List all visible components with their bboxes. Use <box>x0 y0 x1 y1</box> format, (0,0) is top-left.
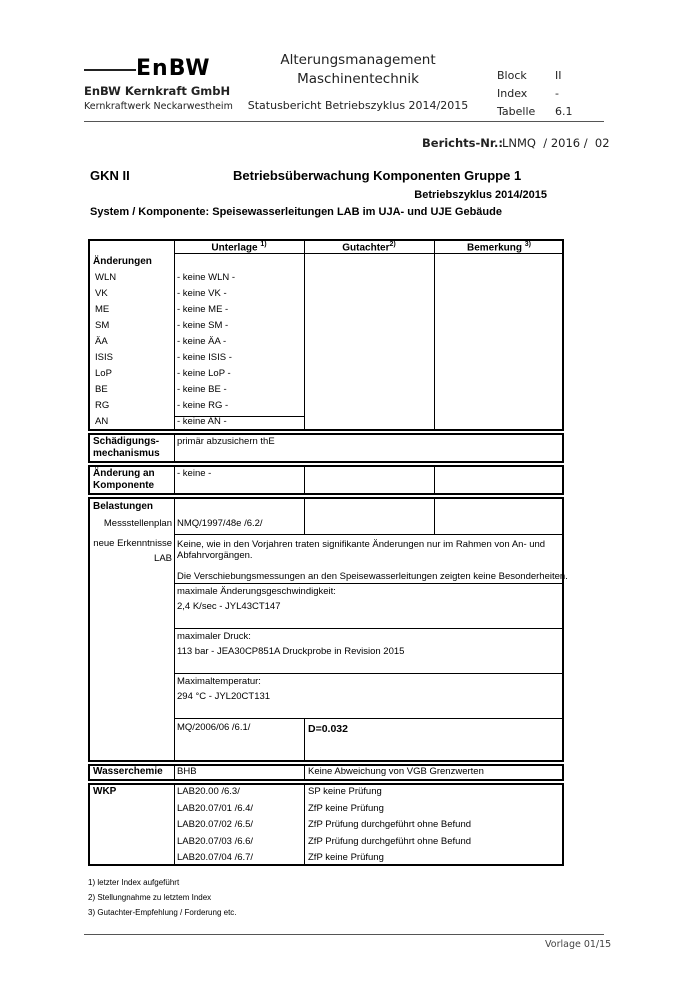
aenderung-code: ME <box>95 304 110 315</box>
index-label: Index <box>497 87 528 100</box>
wkp-reference: LAB20.00 /6.3/ <box>177 786 240 797</box>
aenderung-code: BE <box>95 384 108 395</box>
aenderung-value: - keine RG - <box>177 400 229 411</box>
neue-erkenntnisse-text-3: Die Verschiebungsmessungen an den Speisewasserleitungen zeigten keine Besonderheiten. <box>177 571 568 582</box>
footnote-2: 2) Stellungnahme zu letztem Index <box>88 893 212 902</box>
messstellenplan-label: Messstellenplan <box>103 518 172 529</box>
col-bemerkung: Bemerkung $^{3)}$ <box>466 241 532 254</box>
index-value: - <box>555 87 559 100</box>
mq-reference: MQ/2006/06 /6.1/ <box>177 722 251 733</box>
aenderung-value: - keine LoP - <box>177 368 231 379</box>
d-value: D=0.032 <box>308 723 348 735</box>
header-title-2: Maschinentechnik <box>297 71 419 87</box>
aenderung-code: VK <box>95 288 108 299</box>
neue-erkenntnisse-text-2: Abfahrvorgängen. <box>177 550 253 561</box>
company-name: EnBW Kernkraft GmbH <box>84 84 231 98</box>
aenderung-komponente-section <box>88 465 564 495</box>
aenderung-value: - keine VK - <box>177 288 227 299</box>
messstellenplan-value: NMQ/1997/48e /6.2/ <box>177 518 263 529</box>
aenderungen-label: Änderungen <box>93 256 152 267</box>
max-druck-value: 113 bar - JEA30CP851A Druckprobe in Revision 2015 <box>177 646 405 657</box>
template-version: Vorlage 01/15 <box>545 939 612 950</box>
wkp-reference: LAB20.07/02 /6.5/ <box>177 819 254 830</box>
header-title-1: Alterungsmanagement <box>280 52 436 68</box>
aenderung-code: ISIS <box>95 352 113 363</box>
aenderungen-section <box>88 239 564 431</box>
block-label: Block <box>497 69 527 82</box>
aend-komp-label-1: Änderung an <box>93 468 155 479</box>
report-label: Berichts-Nr.: <box>422 136 503 150</box>
neue-erkenntnisse-text-1: Keine, wie in den Vorjahren traten signifikante Änderungen nur im Rahmen von An- und <box>177 539 546 550</box>
enbw-logo: EnBW <box>136 56 211 81</box>
footnote-3: 3) Gutachter-Empfehlung / Forderung etc. <box>88 908 237 917</box>
footnote-1: 1) letzter Index aufgeführt <box>88 878 180 887</box>
neue-erkenntnisse-label-1: neue Erkenntnisse <box>93 538 172 549</box>
aenderung-code: ÄA <box>95 336 108 347</box>
aenderung-value: - keine AN - <box>177 416 227 427</box>
aenderung-value: - keine ISIS - <box>177 352 232 363</box>
aenderung-code: WLN <box>95 272 117 283</box>
block-value: II <box>555 69 562 82</box>
page-title: Betriebsüberwachung Komponenten Gruppe 1 <box>233 168 522 183</box>
wkp-result: ZfP Prüfung durchgeführt ohne Befund <box>308 836 472 847</box>
wkp-label: WKP <box>93 786 117 797</box>
aenderung-value: - keine SM - <box>177 320 229 331</box>
wkp-result: SP keine Prüfung <box>308 786 382 797</box>
wkp-reference: LAB20.07/04 /6.7/ <box>177 852 254 863</box>
col-unterlage: Unterlage $^{1)}$ <box>211 241 267 254</box>
header-rule <box>84 121 604 122</box>
tabelle-value: 6.1 <box>555 105 573 118</box>
aend-komp-value: - keine - <box>177 468 212 479</box>
wasserchemie-label: Wasserchemie <box>93 766 163 777</box>
aenderung-code: AN <box>95 416 109 427</box>
aenderung-code: RG <box>95 400 110 411</box>
header-subtitle: Statusbericht Betriebszyklus 2014/2015 <box>247 99 469 112</box>
wkp-result: ZfP keine Prüfung <box>308 852 384 863</box>
max-aenderung-label: maximale Änderungsgeschwindigkeit: <box>177 586 336 597</box>
wkp-reference: LAB20.07/03 /6.6/ <box>177 836 254 847</box>
aenderung-value: - keine ME - <box>177 304 229 315</box>
max-druck-label: maximaler Druck: <box>177 631 251 642</box>
aenderung-value: - keine BE - <box>177 384 227 395</box>
plant-name: Kernkraftwerk Neckarwestheim <box>84 101 233 112</box>
schaedigung-value: primär abzusichern thE <box>177 436 275 447</box>
wkp-reference: LAB20.07/01 /6.4/ <box>177 803 254 814</box>
aenderung-code: SM <box>95 320 110 331</box>
footer-rule <box>84 934 604 935</box>
plant-code: GKN II <box>90 168 130 183</box>
aenderung-value: - keine WLN - <box>177 272 236 283</box>
col-gutachter: Gutachter$^{2)}$ <box>342 241 396 254</box>
aenderung-code: LoP <box>95 368 112 379</box>
max-temp-value: 294 °C - JYL20CT131 <box>177 691 271 702</box>
aend-komp-label-2: Komponente <box>93 480 155 491</box>
wkp-result: ZfP keine Prüfung <box>308 803 384 814</box>
aenderung-value: - keine ÄA - <box>177 336 227 347</box>
wasserchemie-bemerkung: Keine Abweichung von VGB Grenzwerten <box>308 766 484 777</box>
schaedigung-label-1: Schädigungs- <box>93 436 160 447</box>
wasserchemie-unterlage: BHB <box>177 766 197 777</box>
cycle-title: Betriebszyklus 2014/2015 <box>414 189 547 201</box>
neue-erkenntnisse-label-2: LAB <box>154 553 172 564</box>
max-temp-label: Maximaltemperatur: <box>177 676 261 687</box>
max-aenderung-value: 2,4 K/sec - JYL43CT147 <box>177 601 281 612</box>
report-number: LNMQ / 2016 / 02 <box>502 136 610 150</box>
system-title: System / Komponente: Speisewasserleitungen LAB im UJA- und UJE Gebäude <box>90 206 502 218</box>
belastungen-label: Belastungen <box>93 501 154 512</box>
wkp-result: ZfP Prüfung durchgeführt ohne Befund <box>308 819 472 830</box>
tabelle-label: Tabelle <box>497 105 536 118</box>
schaedigung-label-2: mechanismus <box>93 448 160 459</box>
